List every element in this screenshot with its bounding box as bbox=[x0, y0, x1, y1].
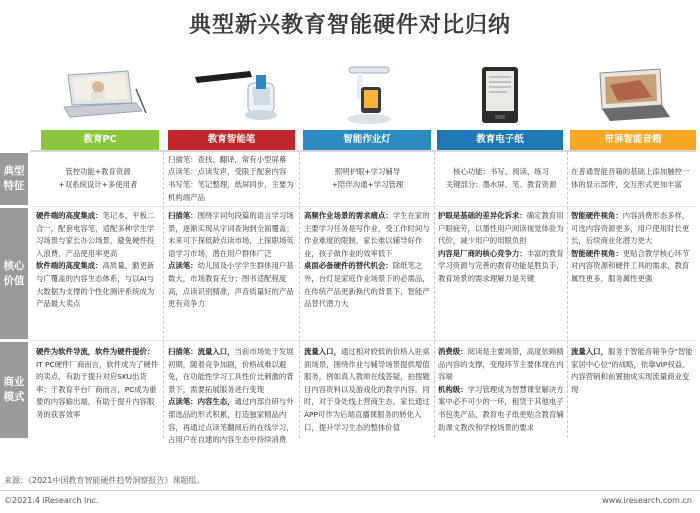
para-text: 围绕字词句段篇的语言学习场景，逐渐实现从字词查询到全面覆盖；未来可下探低龄点读市场，上探职场英语学习市场，潜在用户群体广泛 bbox=[168, 211, 294, 258]
column-header-smart-pen bbox=[168, 130, 295, 150]
para-heading: 软件端的高度集成： bbox=[36, 261, 103, 271]
para-text: 阅读是主要场景，高度依赖精品内容的支撑，变现环节主要体现在内容端 bbox=[438, 347, 564, 382]
value-paragraph bbox=[438, 210, 564, 248]
para-text: 笔记本、平板二合一，配套电容笔，适配多种学生学习场景与家长办公场景，避免硬件投入浪费，产品使用率更高 bbox=[36, 211, 155, 258]
desk-lamp-icon bbox=[310, 62, 430, 128]
business-cell bbox=[168, 346, 296, 445]
column-header-homework-lamp bbox=[303, 130, 431, 150]
para-text: 通过内部自研与外部选品的形式积累，打造独家精品内容，再通过点读笔翻阅后的在线学习，占用户在自建的内容生态中持续消费 bbox=[168, 397, 294, 445]
business-paragraph bbox=[168, 396, 296, 446]
row-label-business: 商业 模式 bbox=[0, 342, 28, 438]
business-cell bbox=[438, 346, 564, 438]
business-paragraph bbox=[36, 346, 160, 422]
row-label-value: 核心 价值 bbox=[0, 208, 28, 339]
para-text: 更贴合教学核心环节对内容资源和硬件工具的需求，教育属性更多，服务属性更强 bbox=[571, 248, 690, 283]
para-text: 内容消费形态多样，可选内容资源更多，用户使用时长更长，后续商业化潜力更大 bbox=[571, 211, 690, 246]
business-cell bbox=[571, 346, 695, 438]
pen-icon bbox=[180, 62, 300, 128]
features-cell bbox=[571, 154, 695, 204]
page-title: 典型新兴教育智能硬件对比归纳 bbox=[188, 13, 511, 38]
para-heading: 内容是厂商的核心竞争力： bbox=[438, 248, 527, 258]
para-text: 高质量、勤更新与广覆盖的内容生态体系，与以AI与大数据为支撑的个性化测评系统成为产品最大卖点 bbox=[36, 261, 155, 309]
footer-divider bbox=[0, 490, 700, 491]
business-paragraph bbox=[571, 346, 695, 396]
business-cell bbox=[36, 346, 160, 438]
features-text: 扫描笔：查找、翻译，常有小型屏幕 点读笔：点读发声，受限于配套内容 书写笔：笔记整理，纸屏同步，主要为机构端产品 bbox=[168, 154, 294, 202]
column-divider bbox=[434, 152, 435, 438]
features-text: 核心功能：书写、阅读、练习 关键部分：墨水屏、笔、教育资源 bbox=[445, 167, 557, 189]
column-header-label: 带屏智能音箱 bbox=[604, 134, 662, 145]
para-heading: 护眼是基础的差异化诉求： bbox=[438, 211, 527, 220]
para-text: 丰富的教育学习资源与完善的教育功能是胜负手，教育场景的需求理解力是关键 bbox=[438, 248, 564, 283]
para-text: 学习管理成为智慧课堂解决方案中必不可少的一环，租赁于其他电子书包类产品，教育电子纸更贴合教育辅助课文教改和学校场景的要求 bbox=[438, 384, 564, 432]
value-paragraph bbox=[36, 210, 160, 260]
para-heading: 消费级： bbox=[438, 347, 468, 356]
value-paragraph bbox=[304, 210, 431, 260]
row-label-features: 典型 特征 bbox=[0, 153, 28, 205]
para-text: 除纸笔之外，台灯是家庭作业场景下的必需品，在传统产品更新换代的背景下，智能产品替代潜力大 bbox=[304, 261, 430, 309]
features-text: 照明护眼+学习辅导 +陪伴沟通+学习管理 bbox=[331, 167, 404, 189]
para-text: 通过相对较低的价格入驻桌面场景，围绕作业与辅导场景提供增值服务，例如真人教师在线答疑，拍搜题目内容资料以及游戏化的教学内容。同时，对于身处线上营商生态，家长通过APP可作为后端直播课服务的转化入口，提升学习生态的整体价值 bbox=[304, 347, 430, 432]
row-divider bbox=[30, 340, 696, 341]
para-heading: 机构级： bbox=[438, 384, 468, 394]
para-text: 学生在家的主要学习任务是写作业，受工作时间与作业难度的限制，家长难以辅导好作业，孩子做作业的效率低下 bbox=[304, 211, 430, 258]
column-header-label: 教育PC bbox=[83, 134, 117, 145]
para-heading: 桌面必备硬件的替代机会： bbox=[304, 261, 393, 271]
value-cell bbox=[304, 210, 431, 338]
para-text: 幼儿园及小学学生群体用户基数大，市场教育充分；图书适配程度高，点读识别精准，声音质量好的产品更有竞争力 bbox=[168, 261, 294, 309]
business-paragraph bbox=[438, 384, 564, 434]
column-header-label: 教育智能笔 bbox=[207, 134, 256, 145]
column-header-smart-display bbox=[570, 130, 696, 150]
business-cell bbox=[304, 346, 431, 438]
source-note: 来源：《2021中国教育智能硬件趋势洞察报告》课题组。 bbox=[4, 476, 205, 485]
para-text: 服务于智能音箱争夺"智能家居中心位"的战略，依靠VIP权益、内容营销和前置抽成实现流量商业变现 bbox=[571, 347, 693, 394]
features-cell bbox=[438, 154, 564, 204]
features-cell bbox=[304, 154, 431, 204]
value-paragraph bbox=[304, 260, 431, 310]
smart-display-icon bbox=[575, 62, 695, 128]
para-heading: 扫描笔： bbox=[168, 211, 198, 220]
para-heading: 点读笔： bbox=[168, 261, 198, 271]
features-cell bbox=[168, 154, 296, 204]
para-heading: 智能硬件视角： bbox=[571, 211, 623, 220]
para-text: IT PC硬件厂商而言，软件成为了硬件的卖点，有助于提升对应SKU出货率；于教育平台厂商而言，PC成为重要的内容输出端，有助于提升内容服务的获客效率 bbox=[36, 359, 159, 419]
para-text: 确定教育用户眼疲劳，以墨性用户阅读视觉体验为代价，减少用户的用眼负担 bbox=[438, 211, 564, 246]
features-text: 管控功能+教育资源 +双系统设计+多使用者 bbox=[58, 167, 138, 189]
value-paragraph bbox=[36, 260, 160, 310]
para-heading: 点读笔：内容生态， bbox=[168, 397, 235, 407]
row-divider bbox=[30, 206, 696, 207]
value-paragraph bbox=[438, 248, 564, 286]
value-cell bbox=[571, 210, 695, 338]
para-heading: 高频作业场景的需求痛点： bbox=[304, 211, 393, 220]
features-text: 在普通智能音箱的基础上添加触控一体的显示部件，交互形式更加丰富 bbox=[571, 167, 690, 189]
value-paragraph bbox=[571, 248, 695, 286]
column-header-label: 智能作业灯 bbox=[343, 134, 391, 145]
business-paragraph bbox=[304, 346, 431, 434]
column-header-edu-pc bbox=[41, 130, 159, 150]
column-divider bbox=[567, 152, 568, 438]
column-header-e-paper bbox=[437, 130, 563, 150]
para-heading: 扫描笔：流量入口， bbox=[168, 347, 235, 356]
laptop-icon bbox=[43, 62, 163, 128]
para-heading: 流量入口， bbox=[571, 347, 608, 356]
ereader-icon bbox=[440, 62, 560, 128]
value-cell bbox=[168, 210, 296, 338]
column-divider bbox=[299, 152, 300, 438]
para-heading: 智能硬件视角： bbox=[571, 248, 623, 258]
column-divider bbox=[163, 152, 164, 438]
business-paragraph bbox=[438, 346, 564, 384]
header-divider bbox=[30, 150, 696, 152]
copyright: ©2021.4 iResearch Inc. bbox=[4, 496, 99, 505]
website-url: www.iresearch.com.cn bbox=[602, 496, 692, 505]
para-heading: 流量入口， bbox=[304, 347, 341, 356]
value-paragraph bbox=[168, 260, 296, 310]
value-cell bbox=[438, 210, 564, 338]
para-heading: 硬件端的高度集成： bbox=[36, 211, 103, 220]
value-paragraph bbox=[571, 210, 695, 248]
features-cell bbox=[36, 154, 160, 204]
value-paragraph bbox=[168, 210, 296, 260]
para-heading: 硬件为软件导流，软件为硬件提价： bbox=[36, 347, 155, 356]
business-paragraph bbox=[168, 346, 296, 396]
column-header-label: 教育电子纸 bbox=[476, 134, 524, 145]
value-cell bbox=[36, 210, 160, 338]
para-text: 当前市场处于发展初期，随着竞争加剧，价格战难以避免，在功能性学习工具性价比刺激的背景下，需要拓展服务进行变现 bbox=[168, 347, 294, 394]
